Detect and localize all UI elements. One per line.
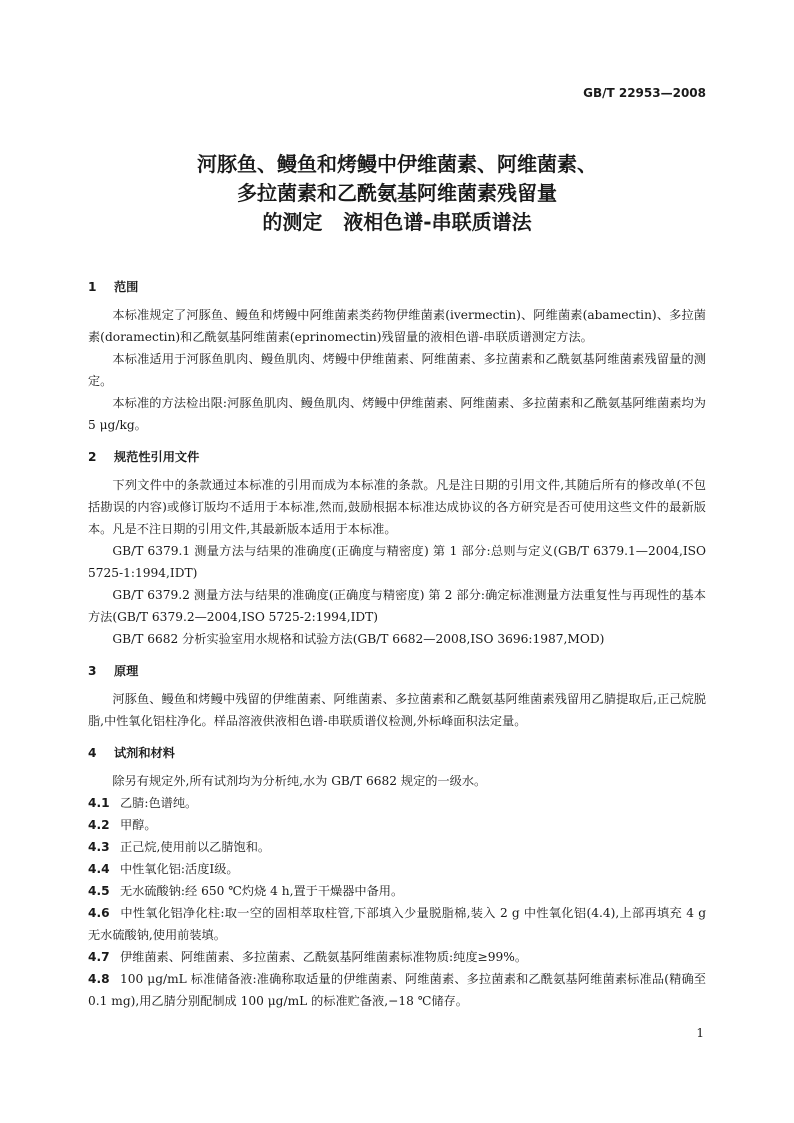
item-number: 4.2 bbox=[88, 818, 110, 832]
list-item bbox=[88, 792, 706, 814]
item-text: 乙腈:色谱纯。 bbox=[120, 796, 198, 810]
item-text: 伊维菌素、阿维菌素、多拉菌素、乙酰氨基阿维菌素标准物质:纯度≥99%。 bbox=[120, 950, 528, 964]
list-item bbox=[88, 968, 706, 1012]
page-number: 1 bbox=[696, 1026, 704, 1040]
section-number: 2 bbox=[88, 450, 97, 464]
item-text: 正己烷,使用前以乙腈饱和。 bbox=[120, 840, 271, 854]
title-line-2: 多拉菌素和乙酰氨基阿维菌素残留量 bbox=[237, 181, 557, 205]
paragraph: 河豚鱼、鳗鱼和烤鳗中残留的伊维菌素、阿维菌素、多拉菌素和乙酰氨基阿维菌素残留用乙腈提取后,正己烷脱脂,中性氧化铝柱净化。样品溶液供液相色谱-串联质谱仪检测,外标峰面积法定量。 bbox=[88, 692, 706, 728]
list-item bbox=[88, 880, 706, 902]
reference-item: GB/T 6379.2 测量方法与结果的准确度(正确度与精密度) 第 2 部分:确定标准测量方法重复性与再现性的基本方法(GB/T 6379.2—2004,ISO 5725-2:1994,IDT) bbox=[88, 588, 706, 624]
item-text: 100 μg/mL 标准储备液:准确称取适量的伊维菌素、阿维菌素、多拉菌素和乙酰氨基阿维菌素标准品(精确至 0.1 mg),用乙腈分别配制成 100 μg/mL 的标准贮备液,−18 ℃储存。 bbox=[88, 972, 706, 1008]
section-title: 范围 bbox=[114, 280, 139, 294]
section-title: 规范性引用文件 bbox=[114, 450, 200, 464]
standard-number: GB/T 22953—2008 bbox=[583, 86, 706, 100]
list-item bbox=[88, 836, 706, 858]
document-title bbox=[0, 150, 794, 237]
section-heading-3 bbox=[88, 660, 706, 682]
section-title: 试剂和材料 bbox=[114, 746, 175, 760]
paragraph: 下列文件中的条款通过本标准的引用而成为本标准的条款。凡是注日期的引用文件,其随后所有的修改单(不包括勘误的内容)或修订版均不适用于本标准,然而,鼓励根据本标准达成协议的各方研究是否可使用这些文件的最新版本。凡是不注日期的引用文件,其最新版本适用于本标准。 bbox=[88, 478, 706, 536]
section-title: 原理 bbox=[114, 664, 139, 678]
title-line-1: 河豚鱼、鳗鱼和烤鳗中伊维菌素、阿维菌素、 bbox=[197, 152, 597, 176]
list-item bbox=[88, 814, 706, 836]
document-body bbox=[88, 276, 706, 1012]
item-number: 4.7 bbox=[88, 950, 110, 964]
item-number: 4.3 bbox=[88, 840, 110, 854]
item-text: 无水硫酸钠:经 650 ℃灼烧 4 h,置于干燥器中备用。 bbox=[120, 884, 404, 898]
section-number: 4 bbox=[88, 746, 97, 760]
item-number: 4.1 bbox=[88, 796, 110, 810]
list-item bbox=[88, 902, 706, 946]
reference-item: GB/T 6682 分析实验室用水规格和试验方法(GB/T 6682—2008,ISO 3696:1987,MOD) bbox=[112, 632, 605, 646]
paragraph: 本标准规定了河豚鱼、鳗鱼和烤鳗中阿维菌素类药物伊维菌素(ivermectin)、阿维菌素(abamectin)、多拉菌素(doramectin)和乙酰氨基阿维菌素(eprinomectin)残留量的液相色谱-串联质谱测定方法。 bbox=[88, 308, 706, 344]
list-item bbox=[88, 858, 706, 880]
paragraph: 除另有规定外,所有试剂均为分析纯,水为 GB/T 6682 规定的一级水。 bbox=[112, 774, 487, 788]
section-number: 3 bbox=[88, 664, 97, 678]
item-text: 中性氧化铝:活度Ⅰ级。 bbox=[120, 862, 239, 876]
section-heading-1 bbox=[88, 276, 706, 298]
paragraph: 本标准适用于河豚鱼肌肉、鳗鱼肌肉、烤鳗中伊维菌素、阿维菌素、多拉菌素和乙酰氨基阿维菌素残留量的测定。 bbox=[88, 352, 706, 388]
list-item bbox=[88, 946, 706, 968]
item-text: 甲醇。 bbox=[120, 818, 157, 832]
item-number: 4.4 bbox=[88, 862, 110, 876]
title-line-3: 的测定 液相色谱-串联质谱法 bbox=[262, 210, 532, 234]
paragraph: 本标准的方法检出限:河豚鱼肌肉、鳗鱼肌肉、烤鳗中伊维菌素、阿维菌素、多拉菌素和乙酰氨基阿维菌素均为 5 μg/kg。 bbox=[88, 396, 706, 432]
reference-item: GB/T 6379.1 测量方法与结果的准确度(正确度与精密度) 第 1 部分:总则与定义(GB/T 6379.1—2004,ISO 5725-1:1994,IDT) bbox=[88, 544, 706, 580]
item-text: 中性氧化铝净化柱:取一空的固相萃取柱管,下部填入少量脱脂棉,装入 2 g 中性氧化铝(4.4),上部再填充 4 g 无水硫酸钠,使用前装填。 bbox=[88, 906, 706, 942]
item-number: 4.6 bbox=[88, 906, 110, 920]
section-heading-4 bbox=[88, 742, 706, 764]
section-heading-2 bbox=[88, 446, 706, 468]
section-number: 1 bbox=[88, 280, 97, 294]
item-number: 4.5 bbox=[88, 884, 110, 898]
item-number: 4.8 bbox=[88, 972, 110, 986]
